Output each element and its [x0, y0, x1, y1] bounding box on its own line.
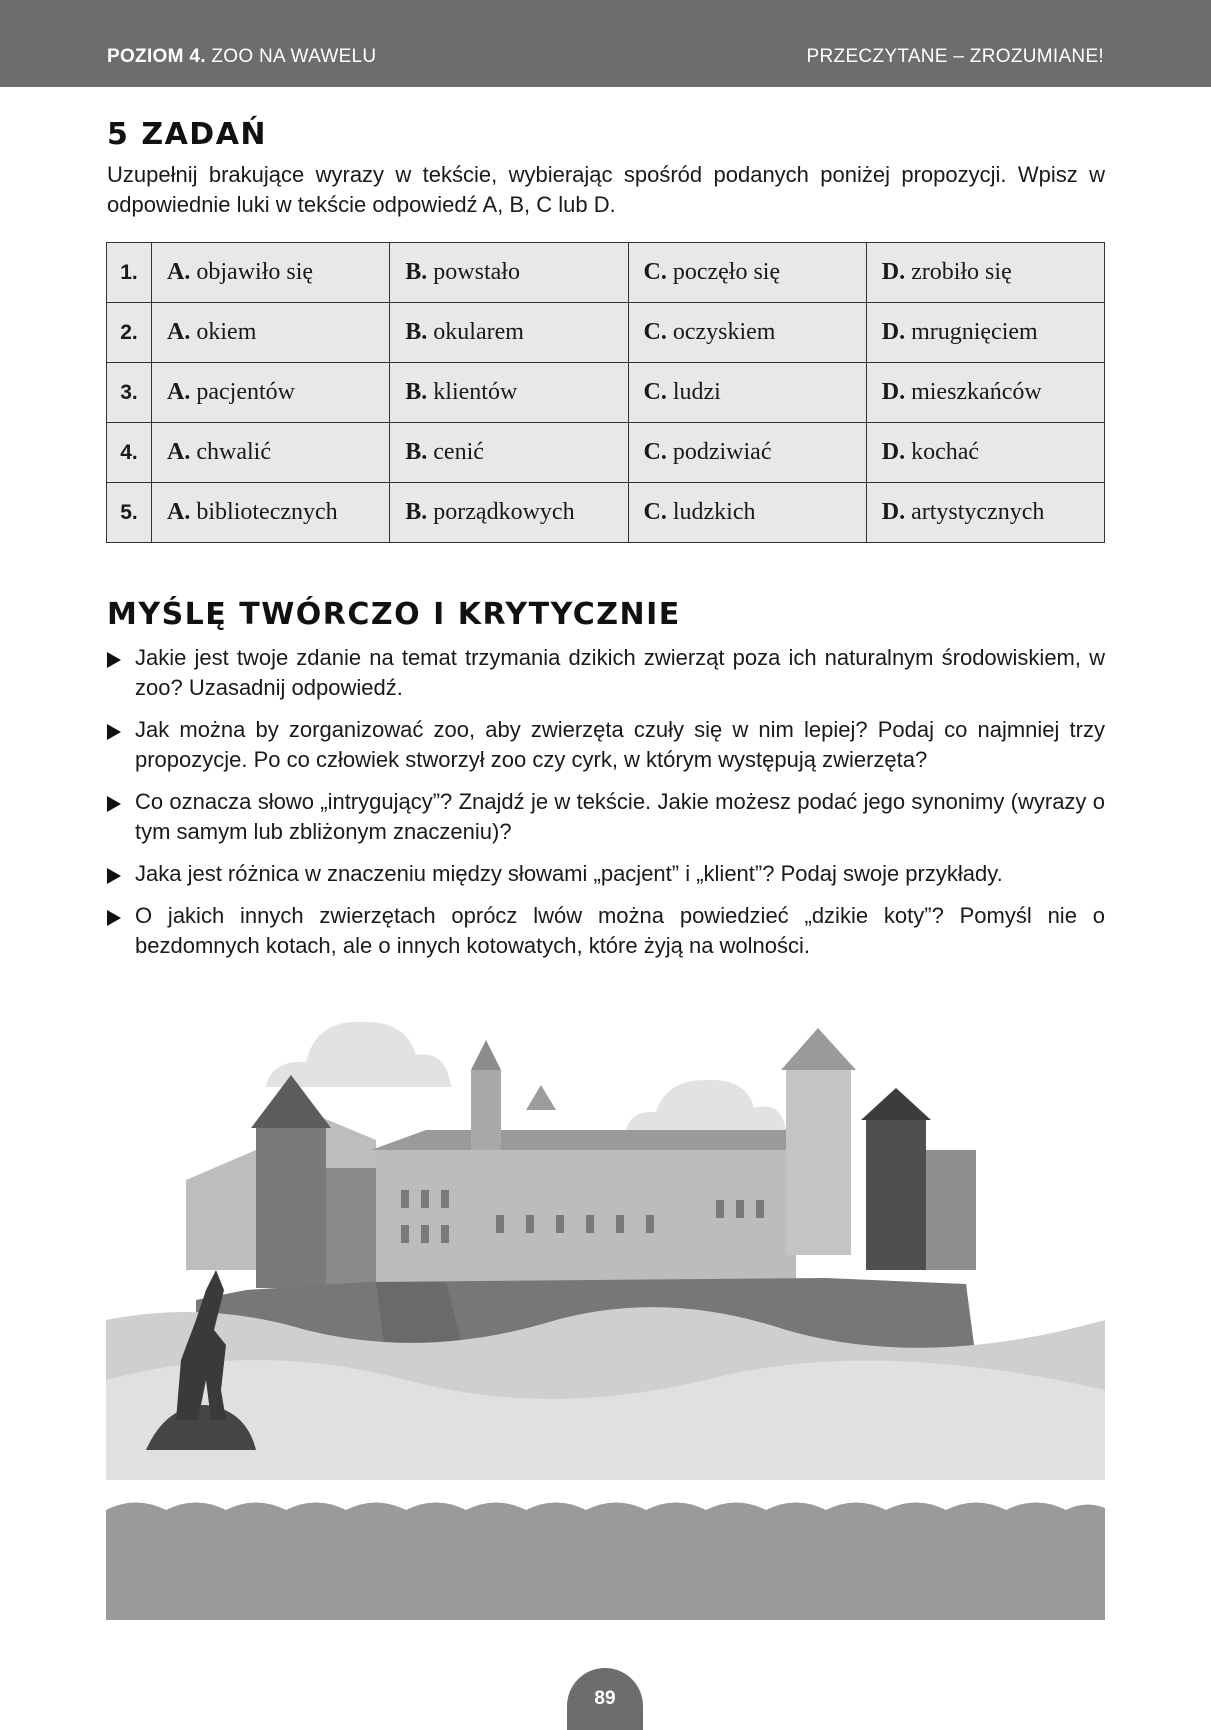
small-dome	[526, 1085, 556, 1110]
answer-option	[628, 423, 866, 483]
option-letter: D.	[881, 439, 906, 465]
bullet-triangle-icon	[107, 796, 121, 812]
list-item	[107, 859, 1105, 889]
answer-row	[107, 303, 1105, 363]
palace-roof	[371, 1130, 801, 1150]
answer-option	[390, 303, 628, 363]
option-letter: A.	[167, 259, 191, 285]
option-letter: A.	[167, 439, 191, 465]
answer-option	[866, 363, 1104, 423]
answer-option	[152, 243, 390, 303]
option-text: ludzkich	[672, 499, 756, 525]
answer-option	[390, 483, 628, 543]
answer-option	[628, 363, 866, 423]
right-tower	[786, 1070, 851, 1255]
cloud-left	[266, 1022, 451, 1087]
wawel-castle-illustration	[106, 1000, 1105, 1620]
list-item	[107, 715, 1105, 775]
answer-option	[152, 483, 390, 543]
answer-row	[107, 483, 1105, 543]
option-letter: A.	[167, 379, 191, 405]
option-letter: D.	[881, 379, 906, 405]
option-text: pacjentów	[196, 379, 295, 405]
option-letter: C.	[643, 259, 667, 285]
option-letter: B.	[405, 439, 428, 465]
option-letter: D.	[881, 259, 906, 285]
option-text: okularem	[433, 319, 524, 345]
dark-tower-roof	[861, 1088, 931, 1120]
question-text: Jaka jest różnica w znaczeniu między słowami „pacjent” i „klient”? Podaj swoje przykłady.	[135, 861, 1003, 886]
option-text: oczyskiem	[672, 319, 776, 345]
option-text: chwalić	[196, 439, 271, 465]
answer-row	[107, 243, 1105, 303]
option-text: okiem	[196, 319, 257, 345]
cathedral-tower	[471, 1070, 501, 1150]
question-number: 4.	[107, 423, 152, 483]
answer-option	[628, 243, 866, 303]
critical-heading: MYŚLĘ TWÓRCZO I KRYTYCZNIE	[107, 597, 681, 632]
question-text: Co oznacza słowo „intrygujący”? Znajdź je w tekście. Jakie możesz podać jego synonimy (wyrazy o tym samym lub zbliżonym znaczeniu)?	[135, 789, 1105, 844]
answer-option	[390, 363, 628, 423]
answer-row	[107, 423, 1105, 483]
river-water	[106, 1503, 1105, 1621]
question-number: 3.	[107, 363, 152, 423]
answer-option	[628, 303, 866, 363]
option-text: mrugnięciem	[911, 319, 1038, 345]
question-number: 2.	[107, 303, 152, 363]
page-header	[0, 0, 1211, 87]
right-tower-roof	[781, 1028, 856, 1070]
left-tower	[256, 1128, 326, 1288]
answer-option	[866, 243, 1104, 303]
option-text: ludzi	[672, 379, 721, 405]
answer-option	[390, 243, 628, 303]
bullet-triangle-icon	[107, 868, 121, 884]
left-annex	[326, 1168, 376, 1288]
answer-option	[152, 423, 390, 483]
option-letter: B.	[405, 319, 428, 345]
question-text: Jak można by zorganizować zoo, aby zwierzęta czuły się w nim lepiej? Podaj co najmniej trzy propozycje. Po co człowiek stworzył zoo czy cyrk, w którym występują zwierzęta?	[135, 717, 1105, 772]
option-letter: B.	[405, 259, 428, 285]
option-letter: D.	[881, 319, 906, 345]
option-text: poczęło się	[672, 259, 781, 285]
option-letter: C.	[643, 379, 667, 405]
question-number: 5.	[107, 483, 152, 543]
option-letter: C.	[643, 499, 667, 525]
bullet-triangle-icon	[107, 910, 121, 926]
header-level	[107, 46, 376, 68]
option-text: powstało	[433, 259, 520, 285]
bullet-triangle-icon	[107, 652, 121, 668]
option-text: zrobiło się	[911, 259, 1012, 285]
answer-option	[628, 483, 866, 543]
page-number: 89	[567, 1668, 643, 1730]
header-level-number: POZIOM 4.	[107, 46, 206, 67]
question-text: Jakie jest twoje zdanie na temat trzymania dzikich zwierząt poza ich naturalnym środowiskiem, w zoo? Uzasadnij odpowiedź.	[135, 645, 1105, 700]
critical-questions-list	[107, 643, 1105, 973]
option-letter: C.	[643, 319, 667, 345]
option-letter: B.	[405, 379, 428, 405]
list-item	[107, 901, 1105, 961]
list-item	[107, 787, 1105, 847]
option-text: cenić	[433, 439, 484, 465]
answer-options-table	[106, 242, 1105, 543]
dark-tower	[866, 1120, 926, 1270]
header-level-title: ZOO NA WAWELU	[211, 46, 377, 67]
option-text: porządkowych	[433, 499, 575, 525]
question-number: 1.	[107, 243, 152, 303]
answer-option	[866, 303, 1104, 363]
answer-row	[107, 363, 1105, 423]
option-text: kochać	[911, 439, 980, 465]
answer-option	[152, 303, 390, 363]
option-letter: A.	[167, 319, 191, 345]
header-series: PRZECZYTANE – ZROZUMIANE!	[806, 46, 1104, 67]
answer-option	[866, 423, 1104, 483]
task-heading: 5 ZADAŃ	[107, 117, 268, 152]
answer-option	[866, 483, 1104, 543]
cloud-right	[626, 1080, 786, 1130]
option-text: objawiło się	[196, 259, 314, 285]
option-letter: A.	[167, 499, 191, 525]
option-text: bibliotecznych	[196, 499, 338, 525]
option-letter: C.	[643, 439, 667, 465]
option-letter: D.	[881, 499, 906, 525]
option-text: mieszkańców	[911, 379, 1042, 405]
option-letter: B.	[405, 499, 428, 525]
task-instruction: Uzupełnij brakujące wyrazy w tekście, wybierając spośród podanych poniżej propozycji. Wpisz w odpowiednie luki w tekście odpowiedź A, B, C lub D.	[107, 162, 1105, 217]
option-text: artystycznych	[911, 499, 1045, 525]
question-text: O jakich innych zwierzętach oprócz lwów można powiedzieć „dzikie koty”? Pomyśl nie o bezdomnych kotach, ale o innych kotowatych, które żyją na wolności.	[135, 903, 1105, 958]
bullet-triangle-icon	[107, 724, 121, 740]
list-item	[107, 643, 1105, 703]
option-text: podziwiać	[672, 439, 772, 465]
answer-option	[152, 363, 390, 423]
answer-option	[390, 423, 628, 483]
option-text: klientów	[433, 379, 518, 405]
cathedral-spire	[471, 1040, 501, 1070]
right-wing	[926, 1150, 976, 1270]
